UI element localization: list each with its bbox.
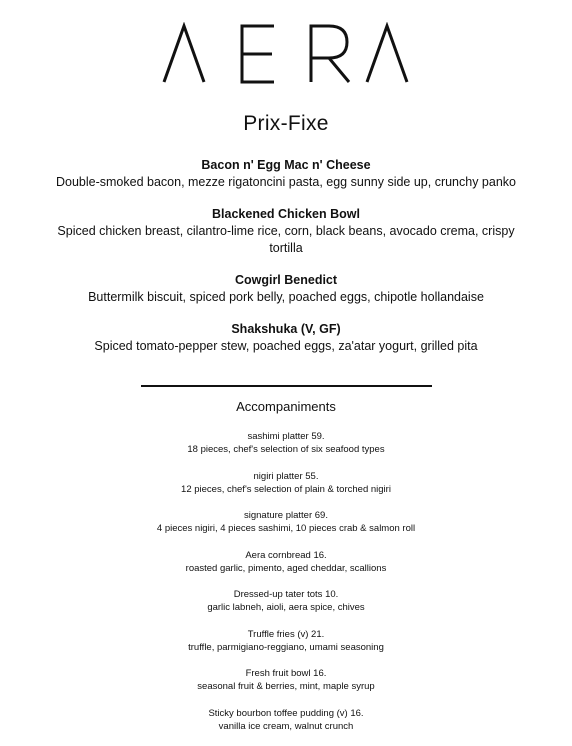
accompaniment-item: [0, 470, 572, 510]
accompaniment-item: [0, 707, 572, 746]
main-item-name: Cowgirl Benedict: [20, 271, 552, 289]
accompaniments-title: Accompaniments: [0, 399, 572, 414]
accompaniment-desc: truffle, parmigiano-reggiano, umami seasoning: [0, 641, 572, 654]
main-item: [20, 156, 552, 191]
main-item-name: Blackened Chicken Bowl: [20, 205, 552, 223]
accompaniment-desc: roasted garlic, pimento, aged cheddar, scallions: [0, 562, 572, 575]
main-dishes: [20, 156, 552, 369]
main-item-name: Bacon n' Egg Mac n' Cheese: [20, 156, 552, 174]
main-item-desc: Spiced tomato-pepper stew, poached eggs, za'atar yogurt, grilled pita: [20, 338, 552, 355]
main-item: [20, 320, 552, 355]
main-item-desc: Spiced chicken breast, cilantro-lime rice, corn, black beans, avocado crema, crispy tortilla: [20, 223, 552, 257]
aera-logo: [0, 22, 572, 86]
accompaniment-name: Sticky bourbon toffee pudding (v) 16.: [0, 707, 572, 720]
accompaniment-item: [0, 549, 572, 589]
accompaniment-name: sashimi platter 59.: [0, 430, 572, 443]
accompaniment-name: signature platter 69.: [0, 509, 572, 522]
main-item-desc: Double-smoked bacon, mezze rigatoncini pasta, egg sunny side up, crunchy panko: [20, 174, 552, 191]
accompaniment-desc: 4 pieces nigiri, 4 pieces sashimi, 10 pieces crab & salmon roll: [0, 522, 572, 535]
main-item-name: Shakshuka (V, GF): [20, 320, 552, 338]
aera-logo-mark: [161, 22, 411, 86]
accompaniment-desc: garlic labneh, aioli, aera spice, chives: [0, 601, 572, 614]
accompaniment-desc: seasonal fruit & berries, mint, maple syrup: [0, 680, 572, 693]
accompaniment-name: Truffle fries (v) 21.: [0, 628, 572, 641]
accompaniment-desc: vanilla ice cream, walnut crunch: [0, 720, 572, 733]
main-item: [20, 271, 552, 306]
main-item-desc: Buttermilk biscuit, spiced pork belly, poached eggs, chipotle hollandaise: [20, 289, 552, 306]
page-title: Prix-Fixe: [0, 112, 572, 136]
main-item: [20, 205, 552, 257]
accompaniment-item: [0, 628, 572, 668]
accompaniment-name: Aera cornbread 16.: [0, 549, 572, 562]
accompaniment-item: [0, 430, 572, 470]
accompaniment-name: nigiri platter 55.: [0, 470, 572, 483]
accompaniment-name: Fresh fruit bowl 16.: [0, 667, 572, 680]
accompaniments-list: [0, 430, 572, 746]
section-divider: [141, 385, 432, 387]
accompaniment-item: [0, 667, 572, 707]
accompaniment-name: Dressed-up tater tots 10.: [0, 588, 572, 601]
accompaniment-desc: 12 pieces, chef's selection of plain & torched nigiri: [0, 483, 572, 496]
accompaniment-desc: 18 pieces, chef's selection of six seafood types: [0, 443, 572, 456]
accompaniment-item: [0, 588, 572, 628]
accompaniment-item: [0, 509, 572, 549]
